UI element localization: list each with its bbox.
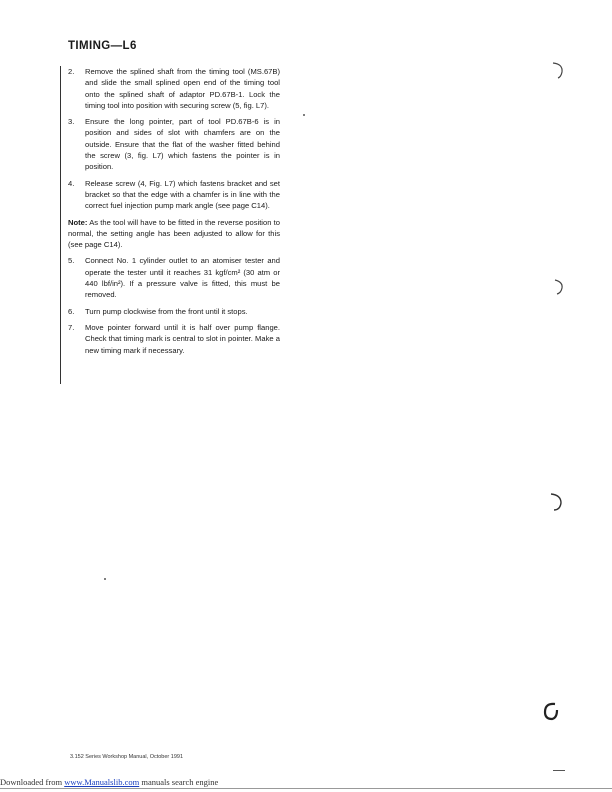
binder-hole-mark [549,60,567,80]
download-suffix: manuals search engine [139,777,219,787]
step-text: Release screw (4, Fig. L7) which fastens bracket and set bracket so that the edge with a chamfer is in line with the correct fuel injection pump mark angle (see page C14). [85,178,280,211]
page-heading: TIMING—L6 [68,40,137,52]
binder-hole-mark [551,278,567,296]
margin-dash [553,770,565,771]
download-banner [0,777,218,787]
bottom-rule [0,788,612,789]
step-number: 7. [68,322,75,332]
binder-hole-mark [548,491,566,513]
step-item [68,116,280,172]
step-item [68,322,280,356]
step-text: Move pointer forward until it is half over pump flange. Check that timing mark is central to slot in pointer. Make a new timing mark if necessary. [85,322,280,355]
note-label: Note: [68,217,88,227]
speck [104,578,106,580]
step-text: Remove the splined shaft from the timing tool (MS.67B) and slide the small splined open end of the timing tool onto the splined shaft of adaptor PD.67B-1. Lock the timing tool into position with securing screw (5, fig. L7). [85,67,280,110]
step-number: 2. [68,67,75,76]
binder-hole-mark [541,700,561,722]
step-item [68,66,280,111]
step-item [68,306,280,317]
step-text: Connect No. 1 cylinder outlet to an atomiser tester and operate the tester until it reaches 31 kgf/cm² (30 atm or 440 lbf/in²). If a pressure valve is fitted, this must be removed. [85,256,280,300]
download-prefix: Downloaded from [0,777,65,787]
note-text: As the tool will have to be fitted in the reverse position to normal, the setting angle has been adjusted to allow for this (see page C14). [68,217,280,250]
note-block [68,217,280,251]
page-footer: 3.152 Series Workshop Manual, October 1991 [70,754,184,760]
manualslib-link[interactable]: www.Manualslib.com [64,777,140,787]
speck [303,114,305,116]
step-number: 3. [68,117,75,127]
step-number: 5. [68,256,75,266]
step-item [68,255,280,300]
step-number: 4. [68,178,75,188]
step-text: Turn pump clockwise from the front until it stops. [85,306,248,316]
step-text: Ensure the long pointer, part of tool PD.67B-6 is in position and sides of slot with chamfers are on the outside. Ensure that the flat of the washer fitted behind the screw (3, fig. L7) which fastens the pointer is in position. [85,117,280,172]
revision-bar [60,66,61,384]
step-item [68,178,280,212]
instructions [68,66,280,361]
step-number: 6. [68,306,75,316]
